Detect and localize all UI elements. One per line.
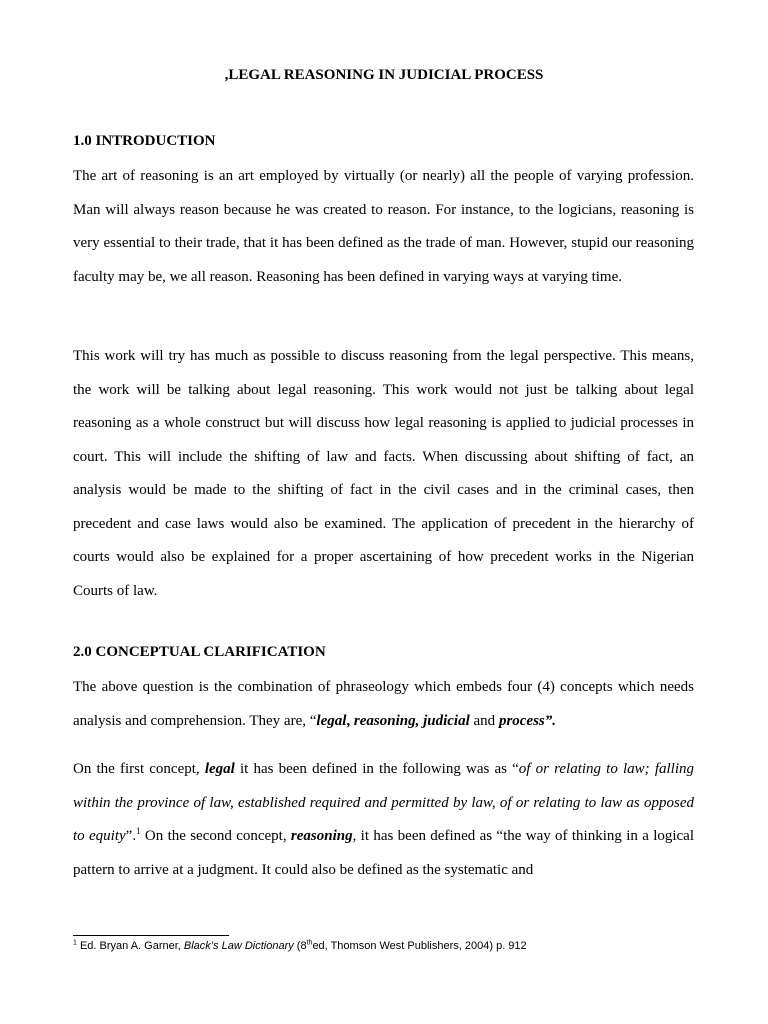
concept-reasoning-judicial: reasoning, judicial [353,712,470,729]
definition-text-d: On the second concept, [140,828,291,844]
intro-paragraph-2: This work will try has much as possible to discuss reasoning from the legal perspective. This means, the work will be talking about legal reasoning. This work would not just be talking about legal reasoning as a whole construct but will discuss how legal reasoning is applied to judicial processes in court. This will include the shifting of law and facts. When discussing about shifting of fact, an analysis would be made to the shifting of fact in the civil cases and in the criminal cases, then precedent and case laws would also be examined. The application of precedent in the hierarchy of courts would also be explained for a proper ascertaining of how precedent works in the Nigerian Courts of law. [73,348,694,599]
footnote-number: 1 [73,939,77,947]
definition-text-e: , it has been defined as “the way of thinking in a logical pattern to arrive at a judgment. It could also be defined as the systematic and [73,828,695,878]
definition-reasoning: reasoning [290,828,353,844]
definition-text-c: ”. [125,828,137,844]
definition-text-a: On the first concept, [73,761,205,777]
footnote-separator [73,935,229,936]
section-heading-introduction: 1.0 INTRODUCTION [73,133,216,149]
footnote-text-c: ed, Thomson West Publishers, 2004) p. 912 [312,940,527,952]
footnote-text-b: (8 [293,940,307,952]
footnote [73,940,527,952]
concept-and: and [469,712,499,729]
footnote-book-title: Black’s Law Dictionary [183,940,294,952]
definition-text-b: it has been defined in the following was as “ [234,761,519,777]
document-title: ,LEGAL REASONING IN JUDICIAL PROCESS [224,67,544,83]
section-heading-conceptual-clarification: 2.0 CONCEPTUAL CLARIFICATION [73,644,326,660]
concept-process: process”. [498,712,557,729]
concepts-paragraph [73,671,694,738]
concepts-text: The above question is the combination of phraseology which embeds four (4) concepts which needs analysis and comprehension. They are, “ [73,679,694,729]
definition-legal: legal [204,761,235,777]
footnote-reference[interactable]: 1 [136,826,141,836]
definition-quote: of or relating to law; falling within the province of law, established required and permitted by law, of or relating to law as opposed to equity [73,761,694,844]
definition-paragraph [73,753,694,887]
footnote-text-a: Ed. Bryan A. Garner, [76,940,184,952]
concept-comma: , [346,712,354,729]
intro-paragraph-1: The art of reasoning is an art employed by virtually (or nearly) all the people of varying profession. Man will always reason because he was created to reason. For instance, to the logicians, reasoning is very essential to their trade, that it has been defined as the trade of man. However, stupid our reasoning faculty may be, we all reason. Reasoning has been defined in varying ways at varying time. [73,168,694,285]
footnote-edition-sup: th [306,939,313,947]
concept-legal: legal [316,712,347,729]
